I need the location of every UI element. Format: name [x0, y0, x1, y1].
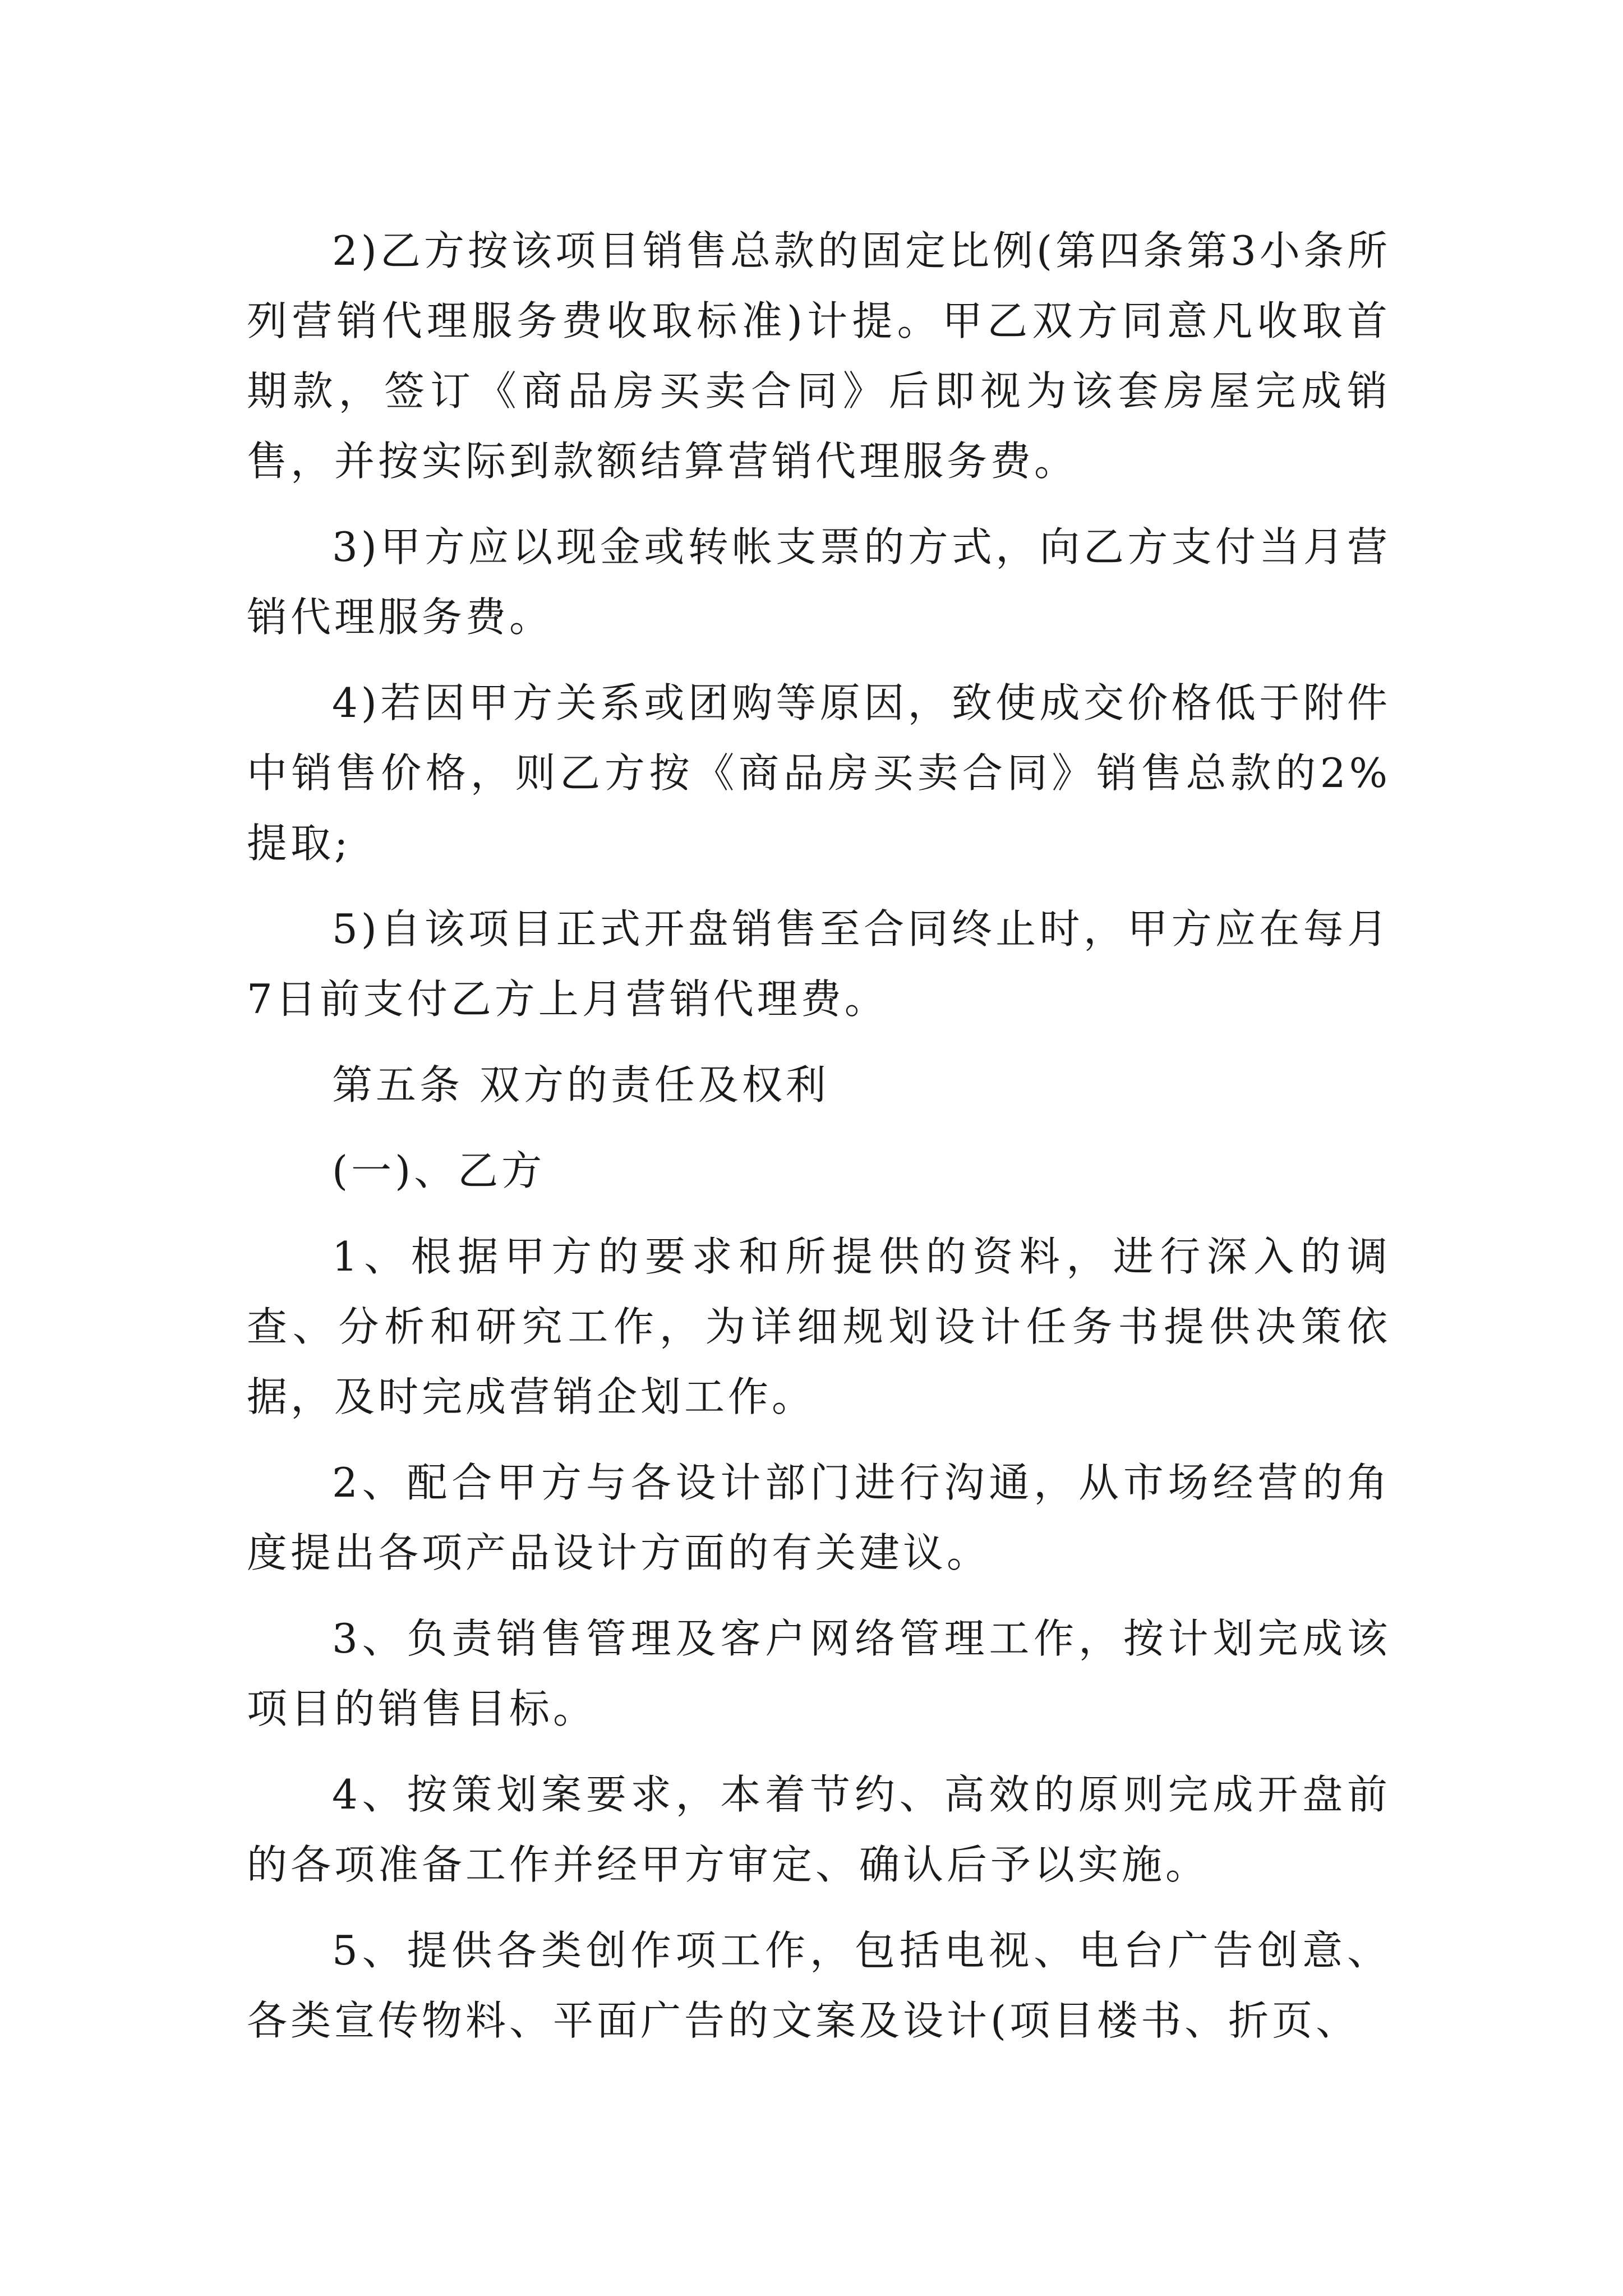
paragraph-clause-3: 3)甲方应以现金或转帐支票的方式，向乙方支付当月营销代理服务费。 [247, 523, 1391, 641]
paragraph-clause-5: 5)自该项目正式开盘销售至合同终止时，甲方应在每月7日前支付乙方上月营销代理费。 [247, 905, 1391, 1023]
paragraph-item-5: 5、提供各类创作项工作，包括电视、电台广告创意、各类宣传物料、平面广告的文案及设计(项目楼书、折页、 [247, 1927, 1391, 2044]
paragraph-item-1: 1、根据甲方的要求和所提供的资料，进行深入的调查、分析和研究工作，为详细规划设计任务书提供决策依据，及时完成营销企划工作。 [247, 1233, 1391, 1420]
paragraph-clause-2: 2)乙方按该项目销售总款的固定比例(第四条第3小条所列营销代理服务费收取标准)计提。甲乙双方同意凡收取首期款，签订《商品房买卖合同》后即视为该套房屋完成销售，并按实际到款额结算营销代理服务费。 [247, 227, 1391, 485]
document-body [247, 216, 1391, 2072]
section-party-b-heading: (一)、乙方 [332, 1147, 546, 1194]
paragraph-item-4: 4、按策划案要求，本着节约、高效的原则完成开盘前的各项准备工作并经甲方审定、确认后予以实施。 [247, 1771, 1391, 1888]
paragraph-item-3: 3、负责销售管理及客户网络管理工作，按计划完成该项目的销售目标。 [247, 1615, 1391, 1732]
paragraph-clause-4: 4)若因甲方关系或团购等原因，致使成交价格低于附件中销售价格，则乙方按《商品房买卖合同》销售总款的2%提取; [247, 679, 1391, 867]
article-five-heading: 第五条 双方的责任及权利 [332, 1061, 829, 1108]
paragraph-item-2: 2、配合甲方与各设计部门进行沟通，从市场经营的角度提出各项产品设计方面的有关建议。 [247, 1459, 1391, 1576]
